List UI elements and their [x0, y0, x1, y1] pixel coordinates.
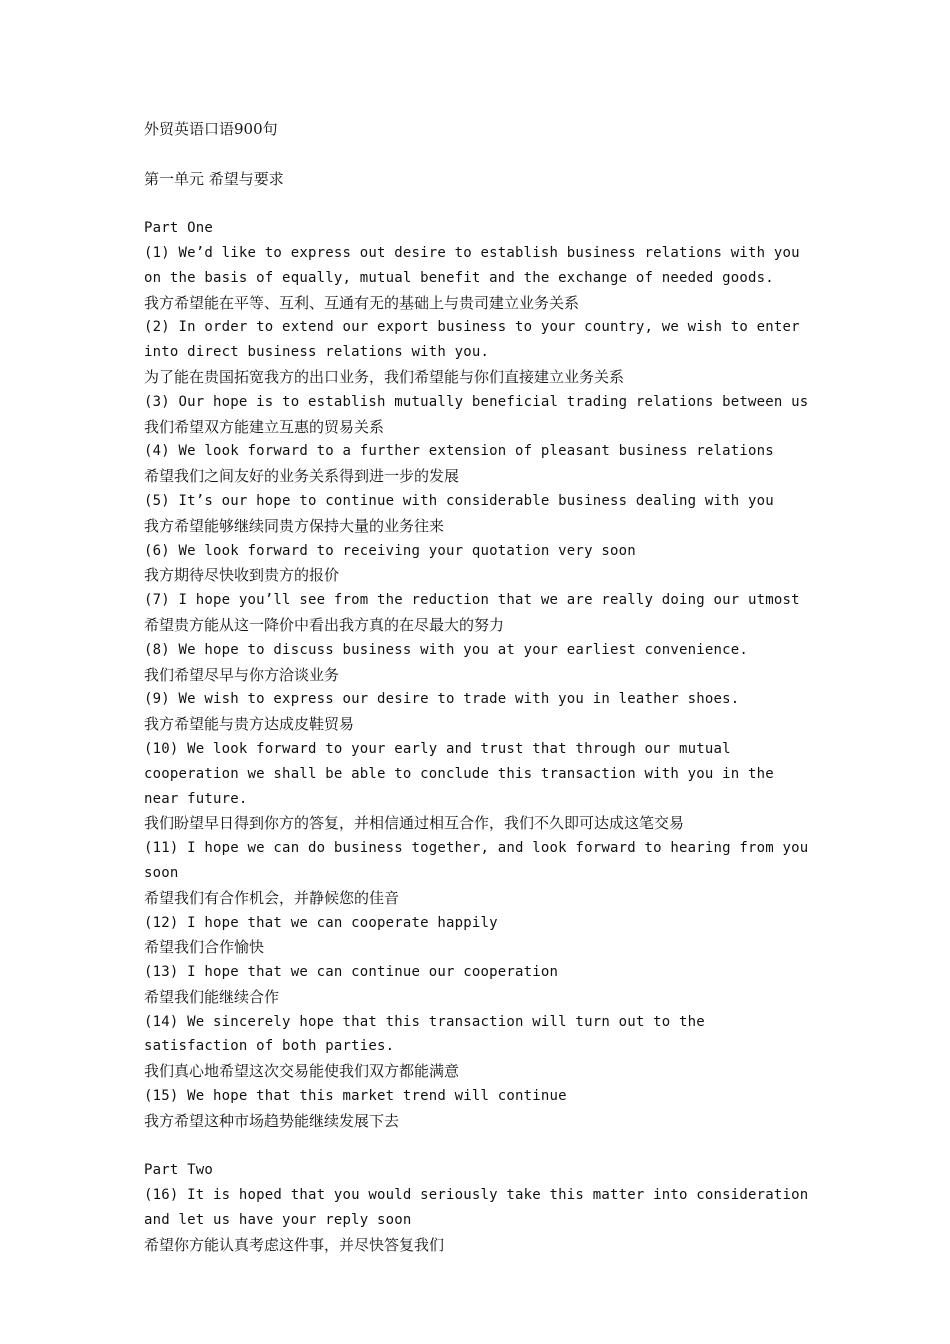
phrase-english: (14) We sincerely hope that this transaction will turn out to the satisfaction of both parties.: [144, 1013, 714, 1055]
parts-container: [144, 216, 818, 1257]
phrase-chinese: 我方希望这种市场趋势能继续发展下去: [144, 1111, 400, 1130]
phrase-chinese: 我们希望双方能建立互惠的贸易关系: [144, 417, 385, 436]
phrase-chinese: 希望我们之间友好的业务关系得到进一步的发展: [144, 467, 460, 486]
phrase-item: [144, 737, 814, 836]
phrase-english: (5) It’s our hope to continue with considerable business dealing with you: [144, 492, 774, 509]
phrase-english: (2) In order to extend our export business to your country, we wish to enter into direct business relations with you.: [144, 319, 809, 361]
phrase-item: [144, 638, 814, 688]
phrase-english: (7) I hope you’ll see from the reduction that we are really doing our utmost: [144, 592, 800, 609]
phrase-chinese: 我们盼望早日得到你方的答复，并相信通过相互合作，我们不久即可达成这笔交易: [144, 814, 685, 833]
part-section: [144, 216, 818, 1133]
phrase-chinese: 希望你方能认真考虑这件事，并尽快答复我们: [144, 1235, 445, 1254]
phrase-chinese: 为了能在贵国拓宽我方的出口业务，我们希望能与你们直接建立业务关系: [144, 367, 625, 386]
phrase-chinese: 我方希望能在平等、互利、互通有无的基础上与贵司建立业务关系: [144, 293, 580, 312]
phrase-item: [144, 687, 814, 737]
phrase-english: (1) We’d like to express out desire to establish business relations with you on the basis of equally, mutual benefit and the exchange of needed goods.: [144, 244, 809, 286]
part-section: [144, 1158, 818, 1257]
phrase-item: [144, 960, 814, 1010]
phrase-english: (4) We look forward to a further extension of pleasant business relations: [144, 443, 774, 460]
phrase-english: (6) We look forward to receiving your quotation very soon: [144, 542, 636, 559]
phrase-english: (16) It is hoped that you would seriously take this matter into consideration and let us have your reply soon: [144, 1187, 818, 1229]
phrase-chinese: 希望贵方能从这一降价中看出我方真的在尽最大的努力: [144, 615, 505, 634]
phrase-chinese: 希望我们能继续合作: [144, 987, 280, 1006]
phrase-english: (10) We look forward to your early and trust that through our mutual cooperation we shall be able to conclude this transaction with you in the near future.: [144, 740, 783, 807]
phrase-item: [144, 241, 814, 315]
phrase-item: [144, 489, 814, 539]
part-label: Part Two: [144, 1162, 214, 1179]
phrase-english: (3) Our hope is to establish mutually beneficial trading relations between us: [144, 393, 809, 410]
phrase-item: [144, 439, 814, 489]
document-page: [144, 117, 818, 1258]
phrase-english: (11) I hope we can do business together, and look forward to hearing from you soon: [144, 840, 818, 881]
phrase-chinese: 我方希望能与贵方达成皮鞋贸易: [144, 715, 355, 734]
phrase-english: (13) I hope that we can continue our cooperation: [144, 964, 559, 981]
phrase-item: [144, 1084, 814, 1134]
unit-title: 第一单元 希望与要求: [144, 169, 284, 188]
phrase-item: [144, 315, 814, 389]
phrase-chinese: 我方希望能够继续同贵方保持大量的业务往来: [144, 516, 445, 535]
phrase-item: [144, 539, 814, 589]
phrase-chinese: 我们真心地希望这次交易能使我们双方都能满意: [144, 1062, 460, 1081]
spacer: [144, 191, 814, 216]
phrase-chinese: 希望我们合作愉快: [144, 938, 265, 957]
phrase-item: [144, 588, 814, 638]
phrase-english: (12) I hope that we can cooperate happily: [144, 914, 498, 931]
phrase-item: [144, 1183, 818, 1257]
phrase-item: [144, 911, 814, 961]
phrase-chinese: 我们希望尽早与你方洽谈业务: [144, 665, 340, 684]
spacer: [144, 1134, 814, 1159]
phrase-item: [144, 836, 818, 910]
part-label: Part One: [144, 220, 214, 237]
phrase-english: (9) We wish to express our desire to trade with you in leather shoes.: [144, 691, 740, 708]
phrase-item: [144, 1010, 814, 1084]
document-title: 外贸英语口语900句: [144, 120, 278, 138]
phrase-chinese: 希望我们有合作机会，并静候您的佳音: [144, 888, 400, 907]
spacer: [144, 142, 814, 167]
phrase-english: (15) We hope that this market trend will continue: [144, 1088, 567, 1105]
phrase-chinese: 我方期待尽快收到贵方的报价: [144, 566, 340, 585]
phrase-english: (8) We hope to discuss business with you at your earliest convenience.: [144, 641, 749, 658]
phrase-item: [144, 390, 814, 440]
